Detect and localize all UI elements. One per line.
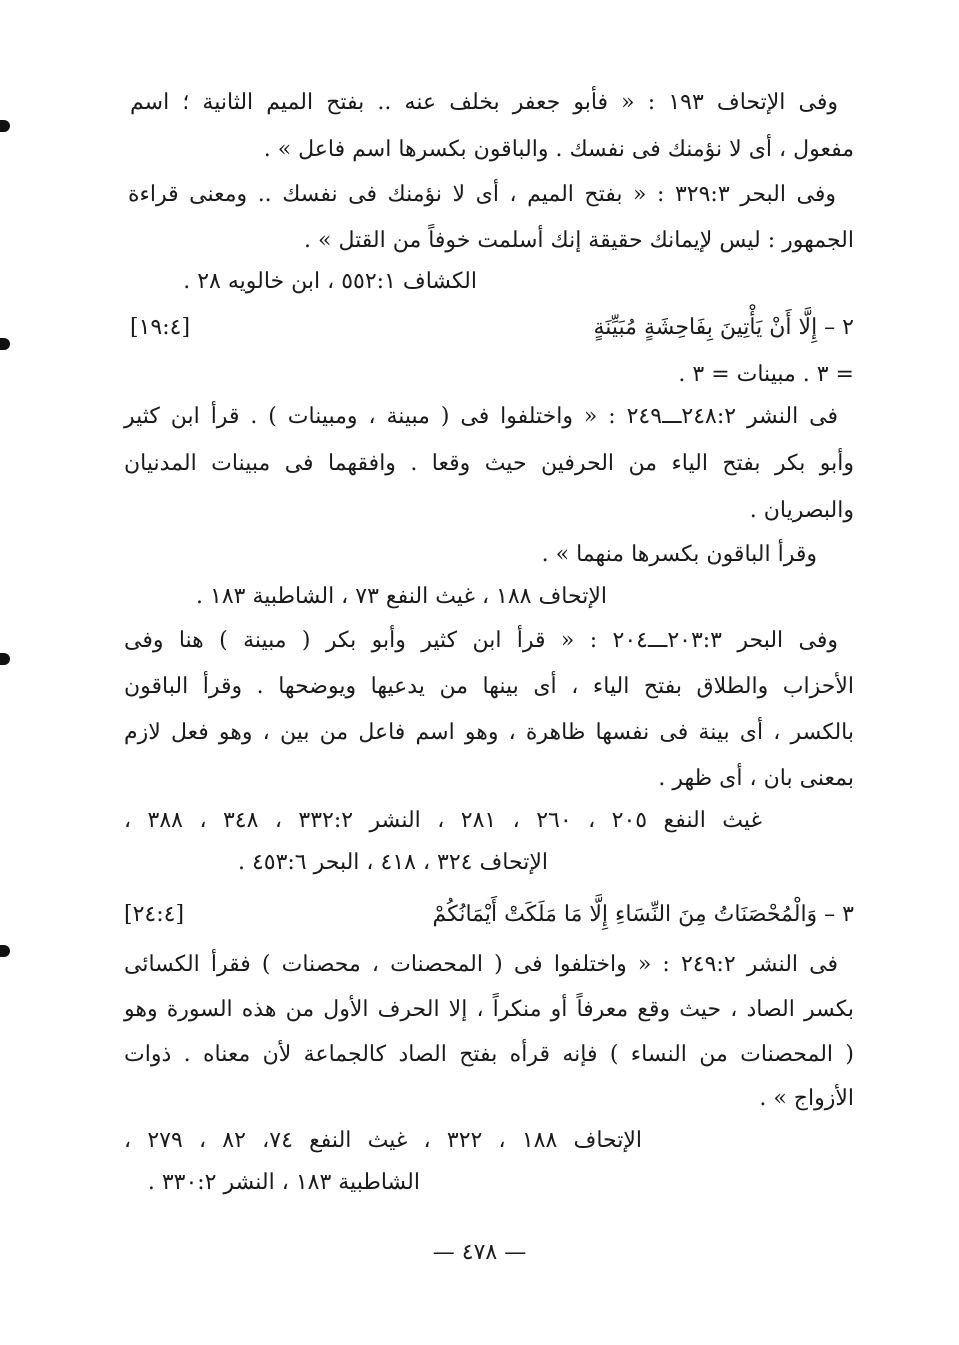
margin-mark — [0, 338, 10, 350]
text-line: الأزواج » . — [759, 1086, 854, 1111]
text-line: الكشاف ٥٥٢:١ ، ابن خالويه ٢٨ . — [183, 269, 477, 294]
text-line: فى النشر ٢٤٩:٢ : « واختلفوا فى ( المحصنات ، محصنات ) فقرأ الكسائى — [124, 952, 838, 977]
text-line: والبصريان . — [749, 498, 854, 523]
text-line: بكسر الصاد ، حيث وقع معرفاً أو منكراً ، إلا الحرف الأول من هذه السورة وهو — [124, 997, 854, 1022]
text-line: الإتحاف ٣٢٤ ، ٤١٨ ، البحر ٤٥٣:٦ . — [237, 850, 548, 875]
text-line: وأبو بكر بفتح الياء من الحرفين حيث وقعا . وافقهما فى مبينات المدنيان — [124, 451, 854, 476]
text-line: الشاطبية ١٨٣ ، النشر ٣٣٠:٢ . — [147, 1170, 420, 1195]
text-line: = ٣ . مبينات = ٣ . — [678, 362, 854, 387]
text-line: وفى البحر ٢٠٣:٣ـــ٢٠٤ : « قرأ ابن كثير وأبو بكر ( مبينة ) هنا وفى — [124, 628, 838, 653]
margin-mark — [0, 945, 10, 957]
text-line: ( المحصنات من النساء ) فإنه قرأه بفتح الصاد كالجماعة لأن معناه . ذوات — [124, 1042, 854, 1067]
text-line: الأحزاب والطلاق بفتح الياء ، أى بينها من يدعيها ويوضحها . وقرأ الباقون — [124, 674, 854, 699]
margin-mark — [0, 653, 10, 665]
text-line: وقرأ الباقون بكسرها منهما » . — [541, 542, 817, 567]
quran-verse: ٢ – إِلَّا أَنْ يَأْتِينَ بِفَاحِشَةٍ مُبَيِّنَةٍ — [593, 315, 854, 340]
text-line: الإتحاف ١٨٨ ، غيث النفع ٧٣ ، الشاطبية ١٨٣ . — [196, 584, 607, 609]
text-line: فى النشر ٢٤٨:٢ـــ٢٤٩ : « واختلفوا فى ( مبينة ، ومبينات ) . قرأ ابن كثير — [124, 404, 838, 429]
quran-verse: ٣ – وَالْمُحْصَنَاتُ مِنَ النِّسَاءِ إِلَّا مَا مَلَكَتْ أَيْمَانُكُمْ — [432, 902, 854, 927]
margin-mark — [0, 120, 10, 132]
text-line: بالكسر ، أى بينة فى نفسها ظاهرة ، وهو اسم فاعل من بين ، وهو فعل لازم — [124, 720, 854, 745]
verse-reference: [١٩:٤] — [130, 315, 191, 340]
text-line: الجمهور : ليس لإيمانك حقيقة إنك أسلمت خوفاً من القتل » . — [304, 228, 854, 253]
text-line: الإتحاف ١٨٨ ، ٣٢٢ ، غيث النفع ٧٤، ٨٢ ، ٢٧٩ ، — [124, 1128, 643, 1153]
text-line: غيث النفع ٢٠٥ ، ٢٦٠ ، ٢٨١ ، النشر ٣٣٢:٢ ، ٣٤٨ ، ٣٨٨ ، — [124, 808, 762, 833]
page-number: — ٤٧٨ — — [432, 1240, 527, 1265]
verse-reference: [٢٤:٤] — [124, 902, 185, 927]
text-line: وفى البحر ٣٢٩:٣ : « بفتح الميم ، أى لا نؤمنك فى نفسك .. ومعنى قراءة — [128, 182, 837, 207]
text-line: مفعول ، أى لا نؤمنك فى نفسك . والباقون بكسرها اسم فاعل » . — [263, 137, 854, 162]
text-line: بمعنى بان ، أى ظهر . — [658, 766, 854, 791]
text-line: وفى الإتحاف ١٩٣ : « فأبو جعفر بخلف عنه .. بفتح الميم الثانية ؛ اسم — [130, 90, 838, 115]
